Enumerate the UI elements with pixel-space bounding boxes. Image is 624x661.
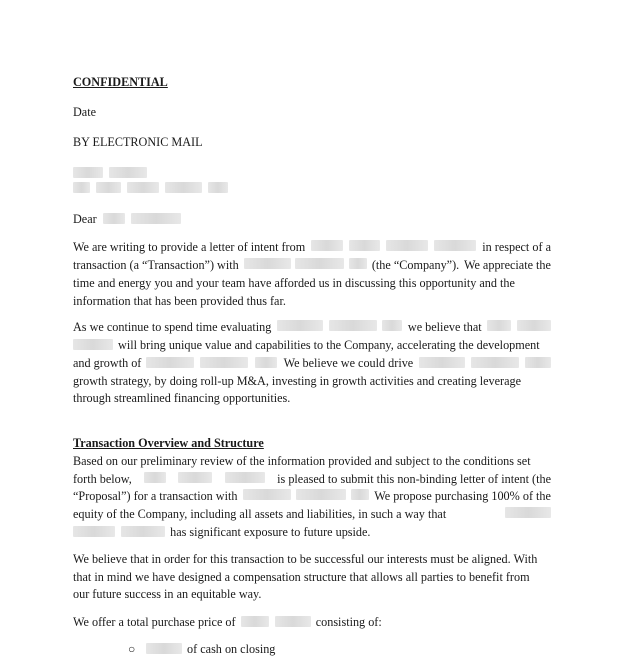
- redaction: [255, 357, 277, 368]
- delivery-method: BY ELECTRONIC MAIL: [73, 135, 203, 149]
- redaction: [275, 616, 311, 627]
- text: is pleased to submit this non-binding letter of intent (the: [277, 472, 551, 486]
- text: in respect of a: [482, 240, 551, 254]
- p2-line-2: [73, 338, 540, 352]
- redaction: [241, 616, 269, 627]
- salutation: [73, 212, 181, 226]
- salutation-text: Dear: [73, 212, 97, 226]
- text: and growth of: [73, 356, 142, 370]
- text: As we continue to spend time evaluating: [73, 320, 272, 334]
- redaction: [131, 213, 181, 224]
- p3-line-2: [73, 472, 551, 486]
- redaction: [471, 357, 519, 368]
- redaction: [517, 320, 551, 331]
- redaction: [243, 489, 291, 500]
- redaction: [244, 258, 291, 269]
- redaction: [73, 182, 90, 193]
- text: has significant exposure to future upside.: [170, 525, 371, 539]
- section-heading: Transaction Overview and Structure: [73, 436, 264, 450]
- redaction: [505, 507, 551, 518]
- p1-line-2: [73, 258, 551, 272]
- redaction: [178, 472, 212, 483]
- redaction: [349, 240, 380, 251]
- redaction: [487, 320, 511, 331]
- redaction: [127, 182, 159, 193]
- text: We appreciate the: [463, 258, 551, 272]
- text: (the “Company”).: [371, 258, 460, 272]
- date-line: Date: [73, 105, 97, 119]
- redaction: [146, 643, 182, 654]
- text: transaction (a “Transaction”) with: [73, 258, 239, 272]
- p2-line-1: [73, 320, 551, 334]
- text: “Proposal”) for a transaction with: [73, 489, 238, 503]
- redaction: [96, 182, 121, 193]
- redaction: [73, 339, 113, 350]
- text: of cash on closing: [187, 642, 276, 656]
- p3-line-5: [73, 525, 370, 539]
- redaction: [165, 182, 202, 193]
- p3-line-1: Based on our preliminary review of the information provided and subject to the conditions set: [73, 454, 531, 468]
- p4-line-3: our future success in an equitable way.: [73, 587, 262, 601]
- redaction: [146, 357, 194, 368]
- redaction: [419, 357, 465, 368]
- p2-line-5: through streamlined financing opportunities.: [73, 391, 291, 405]
- bullet-item: [146, 642, 275, 656]
- text: We believe we could drive: [283, 356, 414, 370]
- redaction: [277, 320, 323, 331]
- text: We are writing to provide a letter of intent from: [73, 240, 306, 254]
- redaction: [351, 489, 369, 500]
- redaction: [329, 320, 377, 331]
- redaction: [386, 240, 428, 251]
- redaction: [208, 182, 228, 193]
- redaction: [200, 357, 248, 368]
- redaction: [73, 526, 115, 537]
- p4-line-1: We believe that in order for this transaction to be successful our interests must be aligned. With: [73, 552, 538, 566]
- redaction: [296, 489, 346, 500]
- redaction: [103, 213, 125, 224]
- confidential-heading: CONFIDENTIAL: [73, 75, 168, 89]
- redaction: [295, 258, 344, 269]
- redaction: [225, 472, 265, 483]
- text: will bring unique value and capabilities to the Company, accelerating the development: [118, 338, 540, 352]
- text: We offer a total purchase price of: [73, 615, 236, 629]
- p3-line-4: [73, 507, 551, 521]
- recipient-address: [73, 181, 228, 195]
- text: equity of the Company, including all assets and liabilities, in such a way that: [73, 507, 447, 521]
- redaction: [525, 357, 551, 368]
- redaction: [73, 167, 103, 178]
- text: consisting of:: [315, 615, 382, 629]
- recipient-name: [73, 166, 147, 180]
- redaction: [382, 320, 402, 331]
- p1-line-3: time and energy you and your team have afforded us in discussing this opportunity and the: [73, 276, 515, 290]
- p1-line-4: information that has been provided thus far.: [73, 294, 286, 308]
- text: We propose purchasing 100% of the: [374, 489, 551, 503]
- bullet-marker: ○: [128, 642, 136, 656]
- redaction: [311, 240, 343, 251]
- text: forth below,: [73, 472, 132, 486]
- redaction: [349, 258, 367, 269]
- p4-line-2: that in mind we have designed a compensation structure that allows all parties to benefit from: [73, 570, 530, 584]
- redaction: [144, 472, 166, 483]
- p3-line-3: [73, 489, 551, 503]
- text: we believe that: [407, 320, 482, 334]
- redaction: [109, 167, 147, 178]
- redaction: [121, 526, 165, 537]
- p5-line: [73, 615, 382, 629]
- p2-line-3: [73, 356, 551, 370]
- p1-line-1: [73, 240, 551, 254]
- redaction: [434, 240, 476, 251]
- p2-line-4: growth strategy, by doing roll-up M&A, investing in growth activities and creating leverage: [73, 374, 522, 388]
